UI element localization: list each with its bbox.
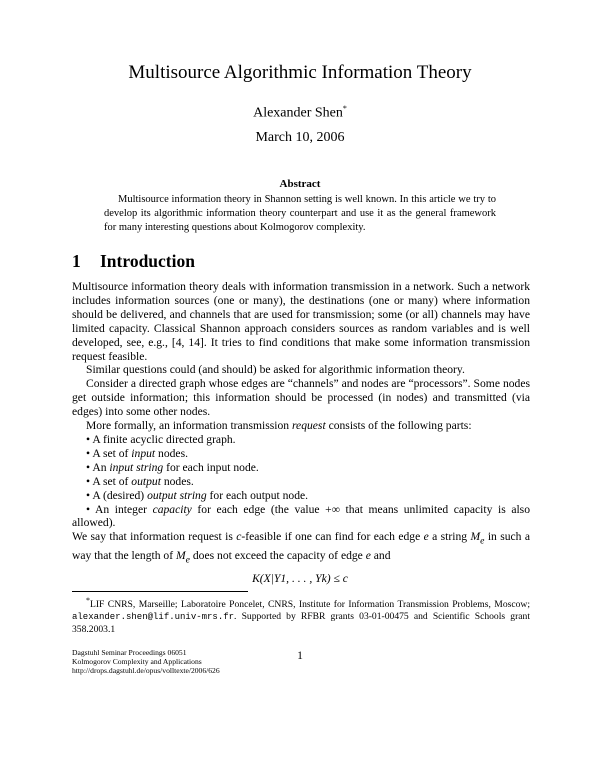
footnote: *LIF CNRS, Marseille; Laboratoire Poncelet, CNRS, Institute for Information Transmission Problems, Moscow; alexander.shen@lif.univ-mrs.fr. Supported by RFBR grants 03-01-00475 and Scientific Schools grant 358.2003.1 [72,596,530,635]
list-item: • A set of input nodes. [86,446,188,460]
paragraph-1: Multisource information theory deals with information transmission in a network. Such a network includes information sources (one or many), the destinations (one or many) where information should be delivered, and channels that are used for transmission; some (or all) channels may have limited capacity. Classical Shannon approach considers sources as random variables and is well developed, see, e.g., [4, 14]. It tries to find conditions that make some information transmission request feasible. [72,280,530,363]
section-title: Introduction [100,251,195,271]
bullet-icon: • [86,488,91,502]
bullet-icon: • [86,502,91,516]
bullet-icon: • [86,446,91,460]
footnote-divider [72,591,248,592]
bullet-icon: • [86,432,91,446]
footer-url: http://drops.dagstuhl.de/opus/volltexte/2006/626 [72,666,220,675]
list-item: • An integer capacity for each edge (the value +∞ that means unlimited capacity is also allowed). [72,502,530,530]
paragraph-4: More formally, an information transmission request consists of the following parts: [86,419,472,433]
author-line [0,104,600,122]
bullet-icon: • [86,474,91,488]
list-item: • An input string for each input node. [86,460,259,474]
footer-line-1: Dagstuhl Seminar Proceedings 06051 [72,648,187,657]
paper-date: March 10, 2006 [255,130,345,145]
author-name: Alexander Shen [253,105,343,121]
footer-line-2: Kolmogorov Complexity and Applications [72,657,202,666]
paper-title: Multisource Algorithmic Information Theory [128,62,472,83]
list-item: • A (desired) output string for each output node. [86,488,309,502]
page-number: 1 [297,649,303,662]
display-formula: K(X|Y1, . . . , Yk) ≤ c [252,572,348,585]
author-footnote-mark: * [342,104,347,113]
section-body [72,280,530,567]
paragraph-5: We say that information request is c-feasible if one can find for each edge e a string $M_e$ in such a way that the length of $M_e$ does not exceed the capacity of edge e and [72,530,530,565]
paragraph-2: Similar questions could (and should) be asked for algorithmic information theory. [86,363,465,377]
list-item: • A finite acyclic directed graph. [86,432,236,446]
abstract-heading: Abstract [279,178,321,190]
abstract-text: Multisource information theory in Shannon setting is well known. In this article we try to develop its algorithmic information theory counterpart and use it as the general framework for many interesting questions about Kolmogorov complexity. [104,194,496,233]
list-item: • A set of output nodes. [86,474,194,488]
section-heading [72,251,195,272]
paragraph-3: Consider a directed graph whose edges are “channels” and nodes are “processors”. Some nodes get outside information; this information should be processed (in nodes) and transmitted (via edges) into some other nodes. [72,377,530,419]
author-email: alexander.shen@lif.univ-mrs.fr [72,612,235,623]
section-number: 1 [72,251,81,271]
bullet-icon: • [86,460,91,474]
footnote-mark: * [86,596,90,605]
